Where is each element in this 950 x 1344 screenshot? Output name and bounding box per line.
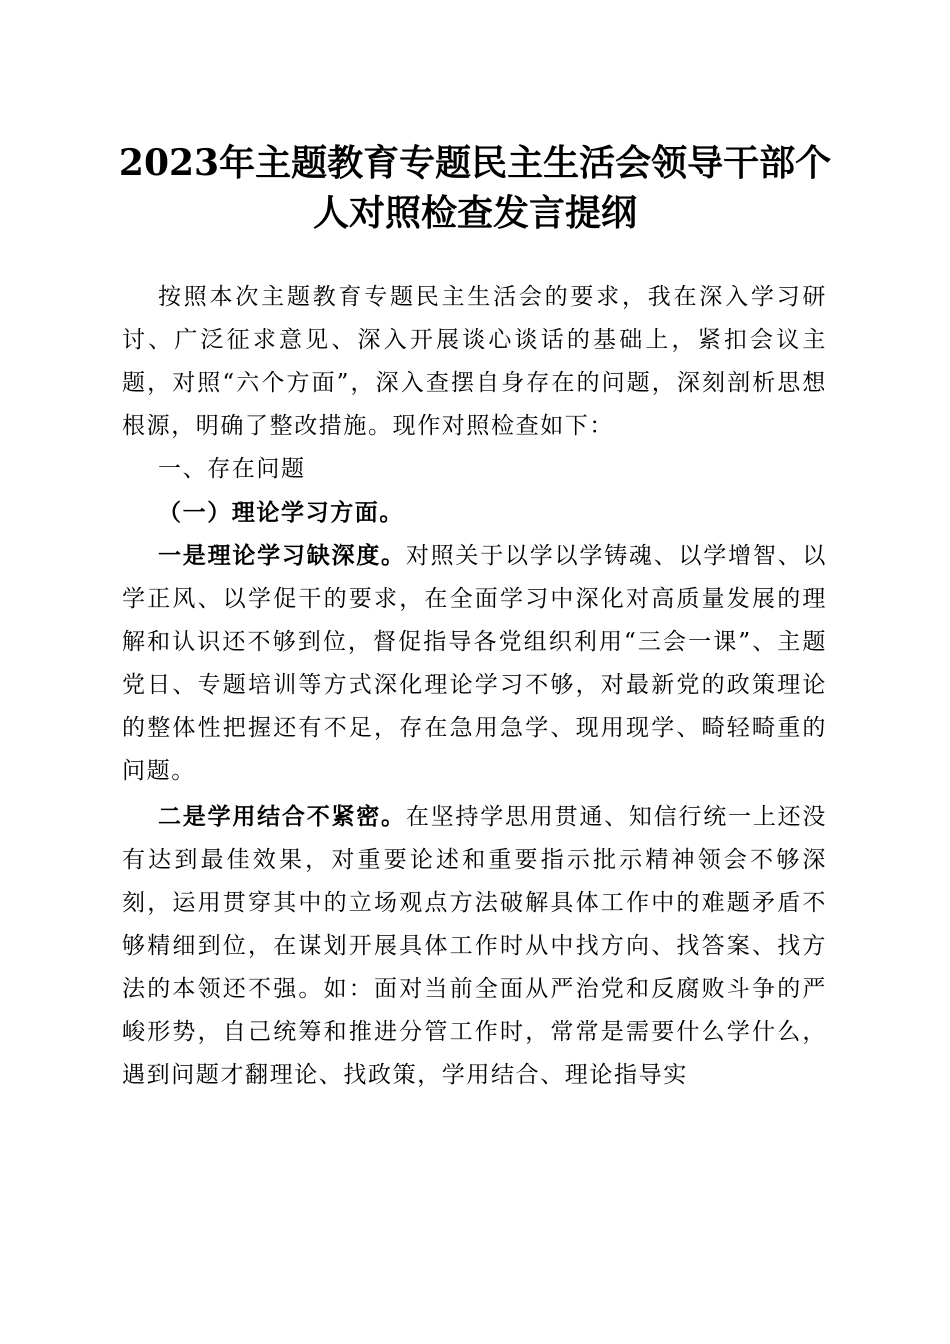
document-title-line-1: 2023年主题教育专题民主生活会领导干部个: [118, 142, 832, 184]
item-2-text: 在坚持学思用贯通、知信行统一上还没有达到最佳效果，对重要论述和重要指示批示精神领会不够深刻，运用贯穿其中的立场观点方法破解具体工作中的难题矛盾不够精细到位，在谋划开展具体工作时从中找方向、找答案、找方法的本领还不强。如：面对当前全面从严治党和反腐败斗争的严峻形势，自己统筹和推进分管工作时，常常是需要什么学什么，遇到问题才翻理论、找政策，学用结合、理论指导实: [122, 804, 828, 1088]
item-1-text: 对照关于以学以学铸魂、以学增智、以学正风、以学促干的要求，在全面学习中深化对高质量发展的理解和认识还不够到位，督促指导各党组织利用“三会一课”、主题党日、专题培训等方式深化理论学习不够，对最新党的政策理论的整体性把握还有不足，存在急用急学、现用现学、畸轻畸重的问题。: [122, 543, 828, 784]
document-title: [110, 138, 840, 238]
item-2-lead: 二是学用结合不紧密。: [158, 803, 406, 830]
item-1-lead: 一是理论学习缺深度。: [158, 542, 406, 569]
subsection-heading-theory-study: （一）理论学习方面。: [158, 499, 404, 526]
item-paragraph-2: [122, 795, 827, 1097]
section-heading-problems: 一、存在问题: [158, 456, 306, 482]
intro-paragraph: 按照本次主题教育专题民主生活会的要求，我在深入学习研讨、广泛征求意见、深入开展谈心谈话的基础上，紧扣会议主题，对照“六个方面”，深入查摆自身存在的问题，深刻剖析思想根源，明确了整改措施。现作对照检查如下：: [122, 284, 827, 439]
item-paragraph-1: [122, 534, 827, 793]
document-body: [122, 276, 827, 1097]
document-title-line-2: 人对照检查发言提纲: [312, 192, 637, 234]
